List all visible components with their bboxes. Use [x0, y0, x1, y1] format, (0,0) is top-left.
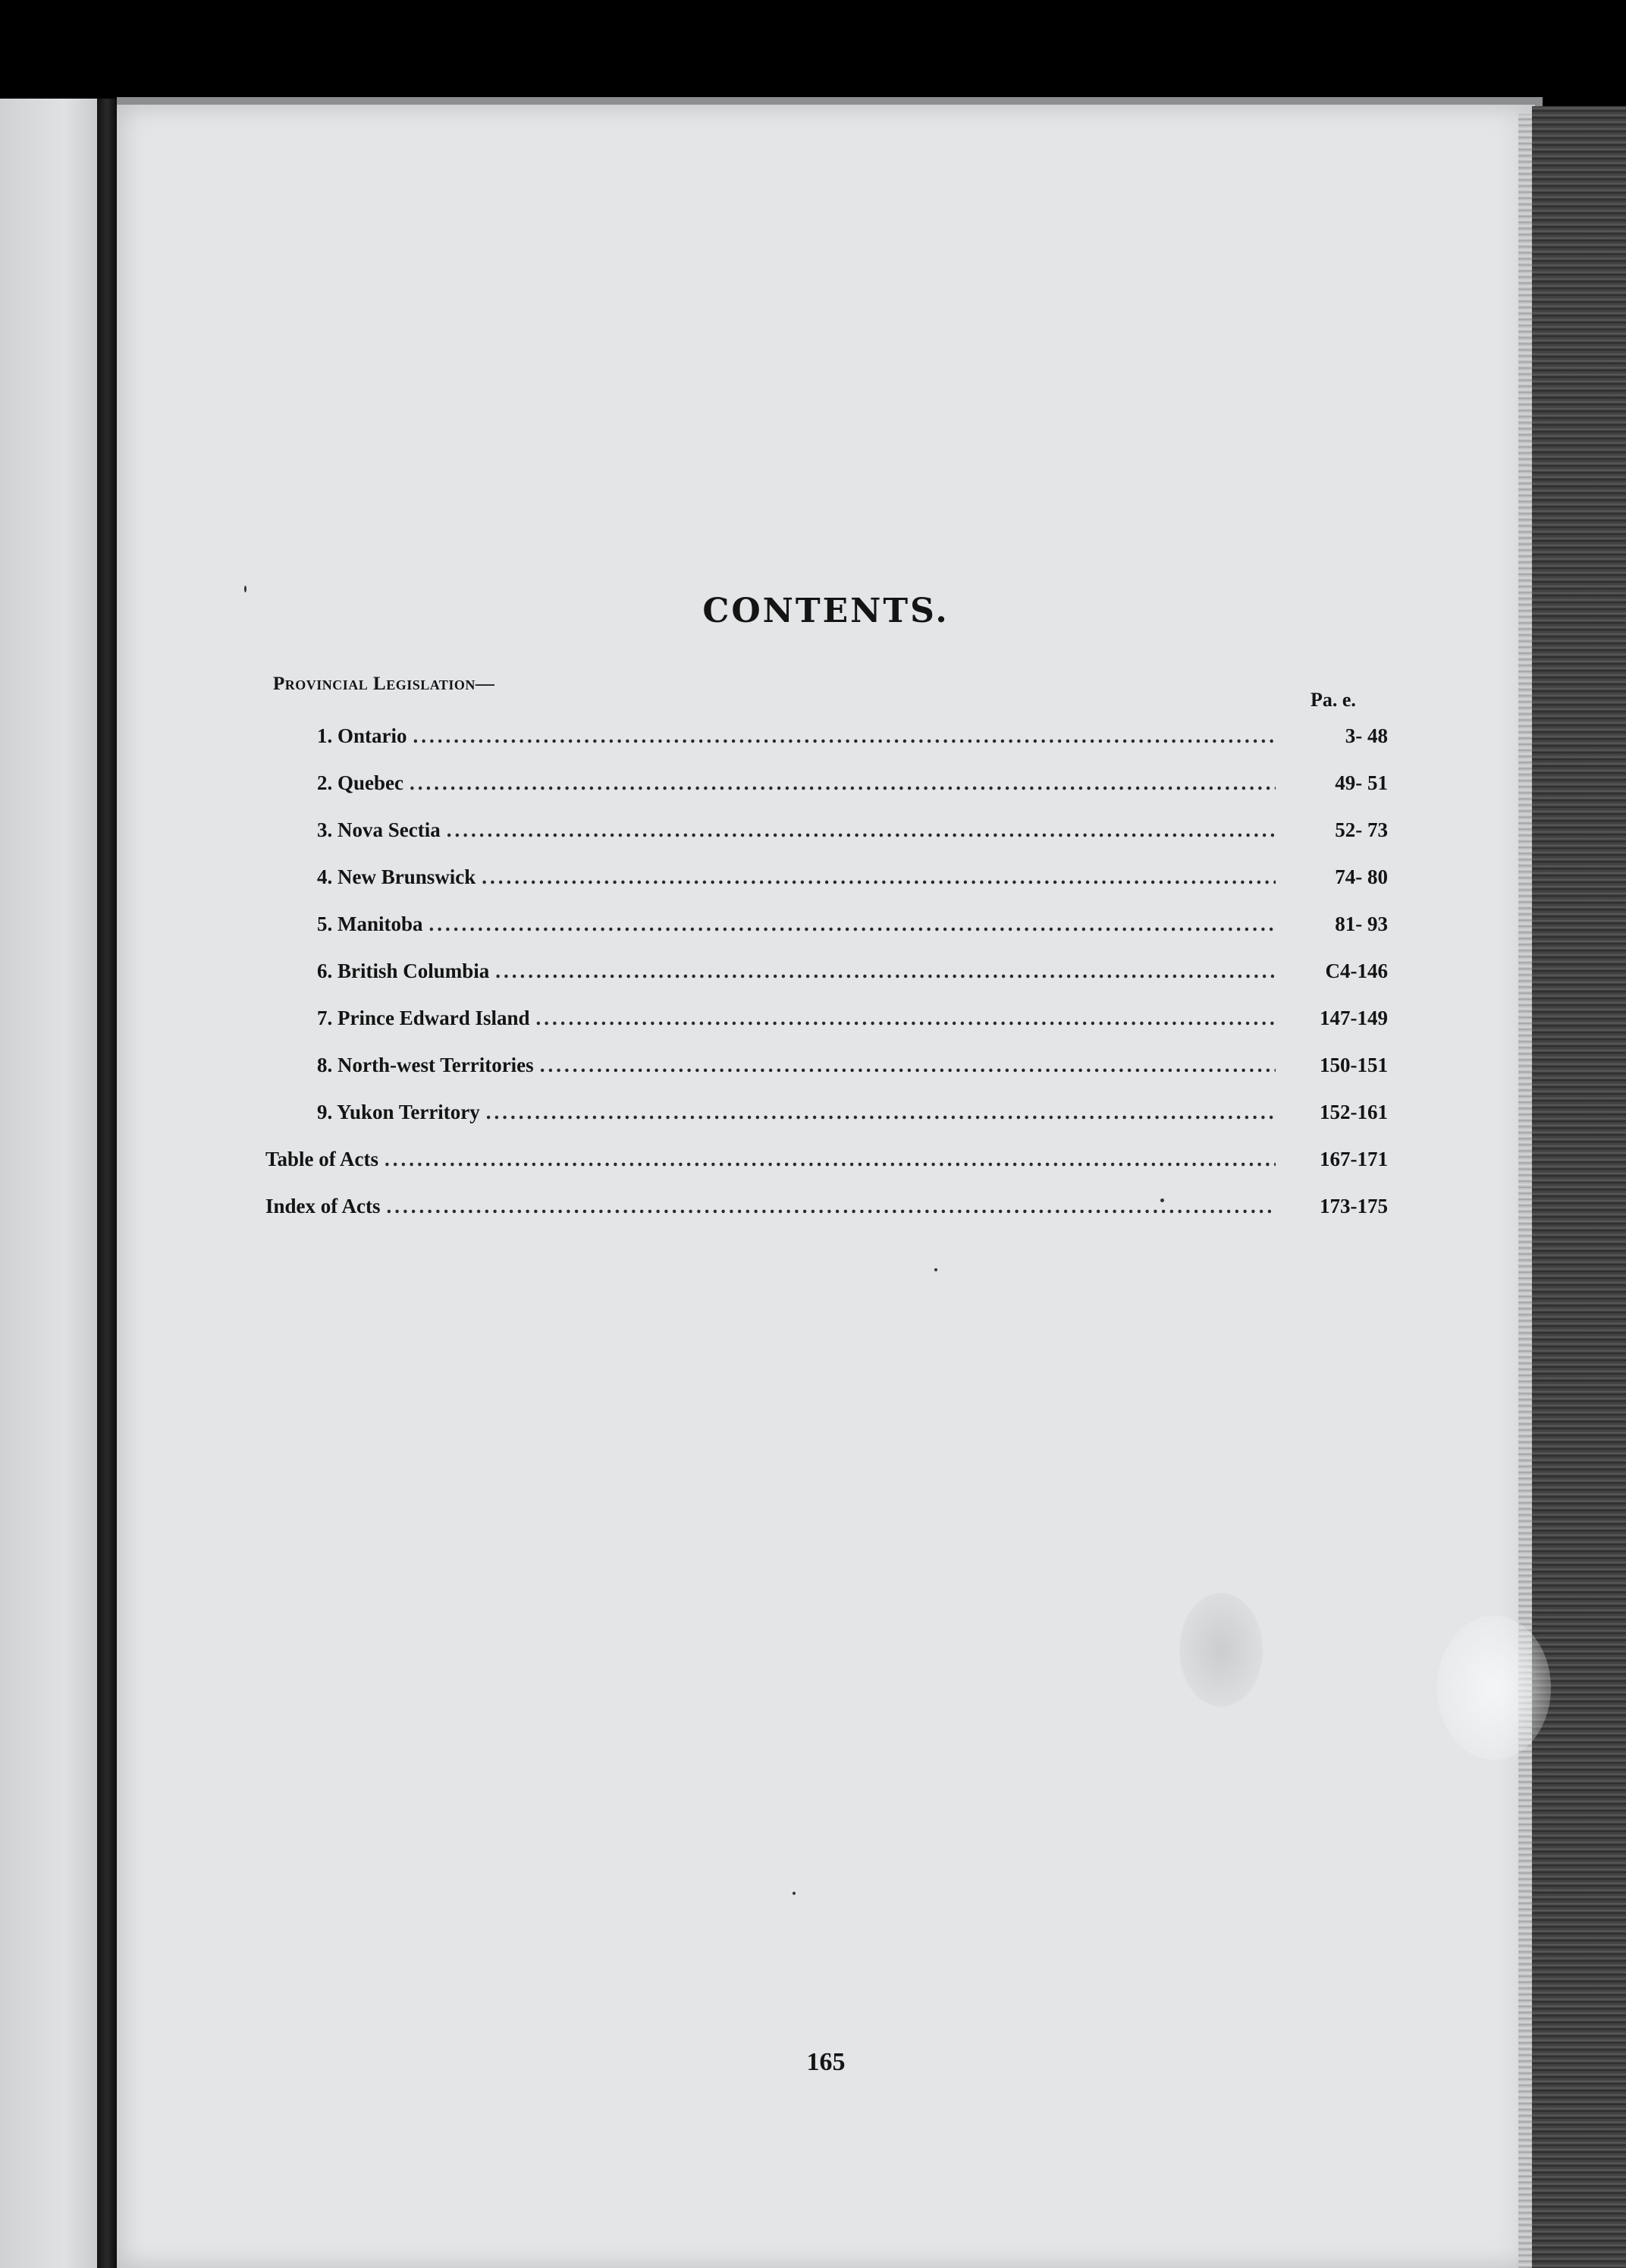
page-number: 165	[806, 2048, 846, 2076]
book-fore-edge	[1532, 106, 1626, 2268]
toc-entry-label: 1. Ontario	[317, 724, 407, 747]
toc-entry	[265, 1054, 1388, 1101]
toc-entry-pages: 74- 80	[1335, 865, 1388, 888]
toc-entry	[265, 865, 1388, 913]
left-facing-page	[0, 99, 106, 2268]
toc-entry	[265, 1148, 1388, 1195]
page-column-label: Pa. e.	[1311, 689, 1356, 711]
toc-entry-label: Table of Acts	[265, 1148, 379, 1170]
dot-leader	[410, 771, 1276, 795]
dot-leader	[387, 1195, 1276, 1218]
table-of-contents	[265, 724, 1388, 1242]
ink-speck	[793, 1892, 796, 1895]
dot-leader	[536, 1007, 1276, 1030]
dot-leader	[447, 818, 1276, 842]
toc-entry-pages: 173-175	[1320, 1195, 1388, 1217]
section-heading: Provincial Legislation—	[273, 674, 495, 694]
toc-entry-pages: 52- 73	[1335, 818, 1388, 841]
dot-leader	[486, 1101, 1276, 1124]
toc-entry-label: 3. Nova Sectia	[317, 818, 441, 841]
toc-entry-label: 6. British Columbia	[317, 960, 490, 982]
page-title: CONTENTS.	[702, 592, 950, 630]
toc-entry-pages: 81- 93	[1335, 913, 1388, 935]
toc-entry-pages: 3- 48	[1345, 724, 1388, 747]
toc-entry	[265, 1101, 1388, 1148]
toc-entry-label: 9. Yukon Territory	[317, 1101, 480, 1123]
toc-entry-pages: 167-171	[1320, 1148, 1388, 1170]
toc-entry	[265, 771, 1388, 818]
ink-speck	[934, 1268, 937, 1271]
toc-entry	[265, 913, 1388, 960]
book-spine	[97, 99, 117, 2268]
ink-speck	[1160, 1198, 1164, 1202]
ink-speck	[244, 586, 246, 592]
toc-entry-pages: C4-146	[1325, 960, 1388, 982]
toc-entry	[265, 818, 1388, 865]
dot-leader	[495, 960, 1276, 983]
toc-entry-pages: 152-161	[1320, 1101, 1388, 1123]
toc-entry-label: 2. Quebec	[317, 771, 403, 794]
toc-entry-label: Index of Acts	[265, 1195, 381, 1217]
dot-leader	[540, 1054, 1276, 1077]
dot-leader	[413, 724, 1276, 748]
dot-leader	[385, 1148, 1276, 1171]
toc-entry-label: 4. New Brunswick	[317, 865, 476, 888]
dot-leader	[482, 865, 1276, 889]
toc-entry-label: 8. North-west Territories	[317, 1054, 534, 1076]
toc-entry	[265, 1007, 1388, 1054]
paper-stain	[1179, 1593, 1263, 1707]
paper-stain	[1437, 1616, 1551, 1760]
toc-entry	[265, 1195, 1388, 1242]
toc-entry	[265, 960, 1388, 1007]
toc-entry-pages: 49- 51	[1335, 771, 1388, 794]
dot-leader	[429, 913, 1276, 936]
toc-entry-pages: 150-151	[1320, 1054, 1388, 1076]
toc-entry-pages: 147-149	[1320, 1007, 1388, 1029]
toc-entry	[265, 724, 1388, 771]
toc-entry-label: 7. Prince Edward Island	[317, 1007, 530, 1029]
toc-entry-label: 5. Manitoba	[317, 913, 423, 935]
